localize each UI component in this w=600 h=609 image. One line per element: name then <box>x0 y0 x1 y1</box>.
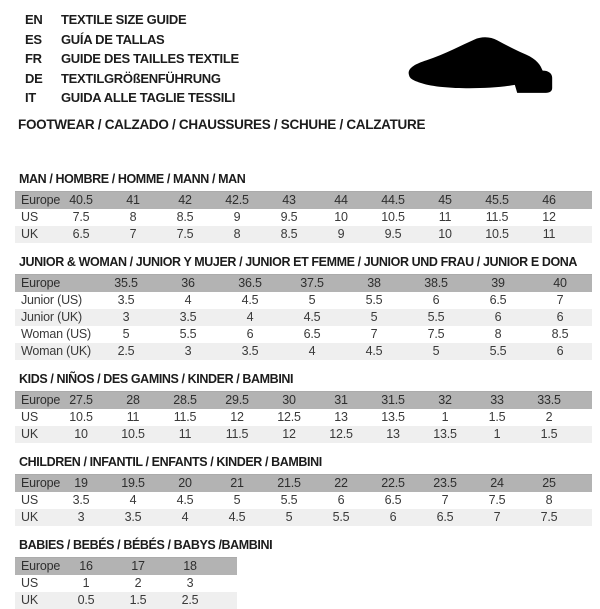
size-value: 3 <box>186 575 194 590</box>
size-table <box>15 474 592 526</box>
size-value: 28 <box>126 392 140 407</box>
size-value: 5 <box>285 509 293 524</box>
size-value: 6.5 <box>489 292 507 307</box>
size-value: 44.5 <box>381 192 405 207</box>
size-value: 20 <box>178 475 192 490</box>
table-row <box>15 209 592 226</box>
size-value: 42.5 <box>225 192 249 207</box>
size-value: 11 <box>126 409 140 424</box>
size-value: 16 <box>79 558 93 573</box>
size-value: 4.5 <box>303 309 321 324</box>
table-row <box>15 275 592 292</box>
language-label: GUIDA ALLE TAGLIE TESSILI <box>61 90 236 106</box>
size-value: 6 <box>246 326 254 341</box>
size-value: 39 <box>491 275 505 290</box>
size-value: 6 <box>337 492 345 507</box>
size-value: 8 <box>233 226 241 241</box>
size-value: 7 <box>556 292 564 307</box>
size-value: 31.5 <box>381 392 405 407</box>
language-row <box>25 10 592 30</box>
size-value: 11 <box>542 226 556 241</box>
size-value: 30 <box>282 392 296 407</box>
size-value: 1.5 <box>129 592 147 607</box>
size-value: 43 <box>282 192 296 207</box>
table-row <box>15 492 592 509</box>
size-value: 13 <box>386 426 400 441</box>
size-value: 3.5 <box>117 292 135 307</box>
row-label: Europe <box>21 475 61 490</box>
size-value: 3 <box>184 343 192 358</box>
size-value: 3.5 <box>241 343 259 358</box>
size-value: 7.5 <box>176 226 194 241</box>
language-code: DE <box>25 70 43 86</box>
size-value: 7 <box>493 509 501 524</box>
size-value: 36.5 <box>238 275 262 290</box>
row-label: Junior (US) <box>21 292 83 307</box>
size-value: 33 <box>490 392 504 407</box>
size-value: 7 <box>129 226 137 241</box>
size-value: 22 <box>334 475 348 490</box>
size-value: 1 <box>441 409 449 424</box>
row-label: UK <box>21 226 38 241</box>
size-value: 9.5 <box>280 209 298 224</box>
table-row <box>15 475 592 492</box>
language-code: EN <box>25 12 43 28</box>
language-label: GUIDE DES TAILLES TEXTILE <box>61 51 239 67</box>
size-value: 13 <box>334 409 348 424</box>
size-value: 45 <box>438 192 452 207</box>
size-value: 25 <box>542 475 556 490</box>
size-value: 11.5 <box>225 426 249 441</box>
size-value: 19 <box>74 475 88 490</box>
size-value: 24 <box>490 475 504 490</box>
size-value: 12.5 <box>329 426 353 441</box>
size-table <box>15 557 237 609</box>
size-value: 10.5 <box>121 426 145 441</box>
size-value: 29.5 <box>225 392 249 407</box>
size-value: 5 <box>122 326 130 341</box>
size-value: 38.5 <box>424 275 448 290</box>
size-value: 41 <box>126 192 140 207</box>
row-label: Woman (UK) <box>21 343 92 358</box>
size-tables <box>15 172 592 609</box>
size-value: 6.5 <box>384 492 402 507</box>
size-value: 21.5 <box>277 475 301 490</box>
row-label: Europe <box>21 558 61 573</box>
size-value: 1 <box>493 426 501 441</box>
table-row <box>15 192 592 209</box>
table-row <box>15 558 237 575</box>
size-value: 12 <box>230 409 244 424</box>
size-value: 2 <box>134 575 142 590</box>
row-label: UK <box>21 509 38 524</box>
size-value: 10 <box>438 226 452 241</box>
size-value: 6.5 <box>436 509 454 524</box>
language-label: TEXTILE SIZE GUIDE <box>61 12 187 28</box>
size-value: 8 <box>545 492 553 507</box>
size-value: 21 <box>230 475 244 490</box>
row-label: UK <box>21 592 38 607</box>
size-table <box>15 191 592 243</box>
table-title: MAN / HOMBRE / HOMME / MANN / MAN <box>19 171 246 186</box>
category-heading: FOOTWEAR / CALZADO / CHAUSSURES / SCHUHE / CALZATURE <box>18 116 426 132</box>
language-code: FR <box>25 51 42 67</box>
size-value: 12 <box>282 426 296 441</box>
size-value: 4 <box>184 292 192 307</box>
size-table-section <box>15 172 592 243</box>
size-table-section <box>15 538 592 609</box>
size-value: 11 <box>178 426 192 441</box>
table-row <box>15 292 592 309</box>
table-title: BABIES / BEBÉS / BÉBÉS / BABYS /BAMBINI <box>19 537 273 552</box>
size-value: 6 <box>494 309 502 324</box>
row-label: Europe <box>21 392 61 407</box>
size-value: 8.5 <box>551 326 569 341</box>
size-value: 44 <box>334 192 348 207</box>
size-value: 36 <box>181 275 195 290</box>
size-value: 4.5 <box>241 292 259 307</box>
size-value: 12 <box>542 209 556 224</box>
row-label: Woman (US) <box>21 326 92 341</box>
size-value: 40 <box>553 275 567 290</box>
size-value: 8 <box>494 326 502 341</box>
size-value: 1 <box>82 575 90 590</box>
size-value: 13.5 <box>433 426 457 441</box>
size-value: 5.5 <box>280 492 298 507</box>
size-value: 35.5 <box>114 275 138 290</box>
table-title: JUNIOR & WOMAN / JUNIOR Y MUJER / JUNIOR ET FEMME / JUNIOR UND FRAU / JUNIOR E DONA <box>19 254 578 269</box>
size-value: 7.5 <box>488 492 506 507</box>
size-value: 10.5 <box>485 226 509 241</box>
size-value: 10 <box>74 426 88 441</box>
size-value: 5.5 <box>179 326 197 341</box>
size-value: 5.5 <box>427 309 445 324</box>
row-label: Junior (UK) <box>21 309 83 324</box>
row-label: US <box>21 575 38 590</box>
size-value: 31 <box>334 392 348 407</box>
size-value: 4 <box>181 509 189 524</box>
size-value: 1.5 <box>488 409 506 424</box>
table-title: KIDS / NIÑOS / DES GAMINS / KINDER / BAMBINI <box>19 371 294 386</box>
size-value: 5 <box>432 343 440 358</box>
size-value: 6.5 <box>303 326 321 341</box>
table-row <box>15 326 592 343</box>
language-code: IT <box>25 90 36 106</box>
size-value: 22.5 <box>381 475 405 490</box>
size-value: 5 <box>308 292 316 307</box>
table-title: CHILDREN / INFANTIL / ENFANTS / KINDER / BAMBINI <box>19 454 322 469</box>
row-label: Europe <box>21 192 61 207</box>
size-value: 3.5 <box>72 492 90 507</box>
size-value: 11 <box>438 209 452 224</box>
size-value: 6 <box>556 343 564 358</box>
size-value: 10 <box>334 209 348 224</box>
size-value: 17 <box>131 558 145 573</box>
size-value: 11.5 <box>485 209 509 224</box>
language-label: GUÍA DE TALLAS <box>61 31 165 47</box>
size-value: 1.5 <box>540 426 558 441</box>
row-label: US <box>21 409 38 424</box>
size-value: 3 <box>122 309 130 324</box>
row-label: Europe <box>21 275 61 290</box>
size-value: 45.5 <box>485 192 509 207</box>
size-value: 3.5 <box>179 309 197 324</box>
table-row <box>15 226 592 243</box>
size-value: 13.5 <box>381 409 405 424</box>
table-row <box>15 409 592 426</box>
language-code: ES <box>25 31 42 47</box>
table-row <box>15 426 592 443</box>
table-row <box>15 575 237 592</box>
size-value: 28.5 <box>173 392 197 407</box>
size-value: 8.5 <box>176 209 194 224</box>
size-value: 32 <box>438 392 452 407</box>
size-value: 9.5 <box>384 226 402 241</box>
size-table-section <box>15 372 592 443</box>
size-table-section <box>15 455 592 526</box>
size-value: 10.5 <box>381 209 405 224</box>
size-value: 4.5 <box>365 343 383 358</box>
size-value: 5.5 <box>489 343 507 358</box>
size-value: 9 <box>233 209 241 224</box>
size-value: 37.5 <box>300 275 324 290</box>
size-value: 18 <box>183 558 197 573</box>
row-label: US <box>21 209 38 224</box>
size-value: 19.5 <box>121 475 145 490</box>
size-value: 9 <box>337 226 345 241</box>
size-value: 7.5 <box>72 209 90 224</box>
size-value: 11.5 <box>173 409 197 424</box>
size-value: 6 <box>389 509 397 524</box>
size-value: 42 <box>178 192 192 207</box>
size-value: 38 <box>367 275 381 290</box>
size-table-section <box>15 255 592 360</box>
size-value: 40.5 <box>69 192 93 207</box>
size-value: 5.5 <box>365 292 383 307</box>
size-value: 23.5 <box>433 475 457 490</box>
size-value: 8.5 <box>280 226 298 241</box>
size-value: 27.5 <box>69 392 93 407</box>
size-value: 10.5 <box>69 409 93 424</box>
table-row <box>15 392 592 409</box>
size-value: 4 <box>308 343 316 358</box>
size-value: 6.5 <box>72 226 90 241</box>
size-value: 7 <box>370 326 378 341</box>
size-value: 0.5 <box>77 592 95 607</box>
size-value: 5 <box>233 492 241 507</box>
table-row <box>15 592 237 609</box>
size-value: 33.5 <box>537 392 561 407</box>
size-value: 7.5 <box>427 326 445 341</box>
size-value: 4 <box>246 309 254 324</box>
size-value: 46 <box>542 192 556 207</box>
size-value: 3 <box>77 509 85 524</box>
table-row <box>15 509 592 526</box>
size-value: 2 <box>545 409 553 424</box>
size-value: 4 <box>129 492 137 507</box>
size-value: 12.5 <box>277 409 301 424</box>
language-label: TEXTILGRÖßENFÜHRUNG <box>61 70 221 86</box>
table-row <box>15 309 592 326</box>
size-value: 7 <box>441 492 449 507</box>
size-value: 5 <box>370 309 378 324</box>
shoe-icon <box>398 34 576 96</box>
size-value: 4.5 <box>228 509 246 524</box>
size-value: 2.5 <box>181 592 199 607</box>
size-value: 2.5 <box>117 343 135 358</box>
size-table <box>15 391 592 443</box>
row-label: US <box>21 492 38 507</box>
size-value: 6 <box>556 309 564 324</box>
size-value: 5.5 <box>332 509 350 524</box>
size-table <box>15 274 592 360</box>
table-row <box>15 343 592 360</box>
size-value: 4.5 <box>176 492 194 507</box>
size-value: 7.5 <box>540 509 558 524</box>
row-label: UK <box>21 426 38 441</box>
size-value: 6 <box>432 292 440 307</box>
size-value: 3.5 <box>124 509 142 524</box>
size-value: 8 <box>129 209 137 224</box>
